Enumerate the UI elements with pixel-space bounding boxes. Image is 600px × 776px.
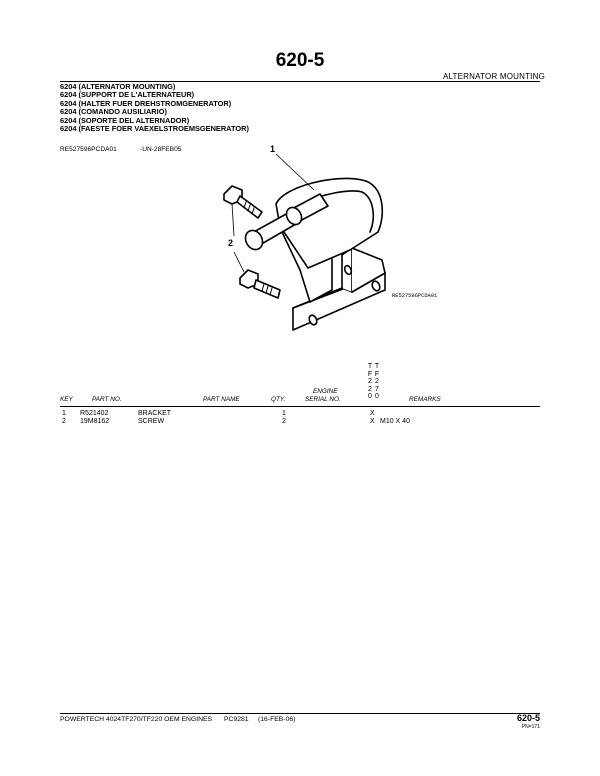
- row-remarks: M10 X 40: [380, 418, 410, 425]
- row-key: 1: [62, 410, 66, 417]
- callout-1: 1: [270, 144, 276, 154]
- group-title-es: 6204 (SOPORTE DEL ALTERNADOR): [60, 115, 190, 125]
- group-title-de: 6204 (HALTER FUER DREHSTROMGENERATOR): [60, 98, 232, 108]
- footer-pn: PN=171: [521, 724, 540, 730]
- footer-page-number: 620-5: [516, 713, 540, 723]
- row-part-no: R521402: [80, 410, 109, 417]
- callout-leader-2b: [234, 252, 244, 272]
- header-part-no: PART NO.: [92, 396, 122, 403]
- footer-date: (16-FEB-06): [258, 716, 296, 723]
- illustration-ref: RE527596PCDA01: [60, 146, 117, 153]
- row-part-name: SCREW: [138, 418, 165, 425]
- illustration-inline-ref: RE527596PCDA01: [392, 293, 438, 299]
- footer-catalog: PC9281: [224, 716, 249, 723]
- section-title: ALTERNATOR MOUNTING: [442, 72, 545, 81]
- header-remarks: REMARKS: [409, 396, 441, 403]
- page-number: 620-5: [275, 50, 325, 71]
- group-title-en: 6204 (ALTERNATOR MOUNTING): [60, 82, 176, 91]
- row-qty: 1: [282, 410, 286, 417]
- row-model-marker: X: [370, 418, 375, 425]
- model-column-tf270: T F 2 7 0: [374, 363, 380, 401]
- footer-rule: [60, 713, 540, 714]
- callout-leader-2a: [232, 204, 234, 236]
- row-model-marker: X: [370, 410, 375, 417]
- callout-leader-1: [276, 154, 314, 190]
- table-row: [0, 418, 600, 427]
- group-titles: [60, 83, 249, 133]
- callout-2: 2: [228, 238, 234, 248]
- row-part-name: BRACKET: [138, 410, 172, 417]
- row-key: 2: [62, 418, 66, 425]
- footer-engine: POWERTECH 4024TF270/TF220 OEM ENGINES: [60, 716, 213, 723]
- header-key: KEY: [60, 396, 73, 403]
- header-qty: QTY.: [271, 396, 286, 403]
- header-engine: ENGINE: [313, 388, 338, 395]
- model-column-tf220: T F 2 2 0: [367, 363, 373, 401]
- group-title-sv: 6204 (FAESTE FOER VAEXELSTROEMSGENERATOR): [60, 124, 249, 134]
- group-title-it: 6204 (COMANDO AUSILIARIO): [60, 107, 167, 117]
- group-title-fr: 6204 (SUPPORT DE L'ALTERNATEUR): [60, 90, 195, 100]
- row-part-no: 19M8162: [80, 418, 110, 425]
- header-serial-no: SERIAL NO.: [305, 396, 341, 403]
- header-part-name: PART NAME: [203, 396, 240, 403]
- table-header-rule: [60, 406, 540, 407]
- illustration-date: -UN-28FEB05: [140, 146, 182, 153]
- alternator-mounting-illustration: [180, 140, 450, 340]
- row-qty: 2: [282, 418, 286, 425]
